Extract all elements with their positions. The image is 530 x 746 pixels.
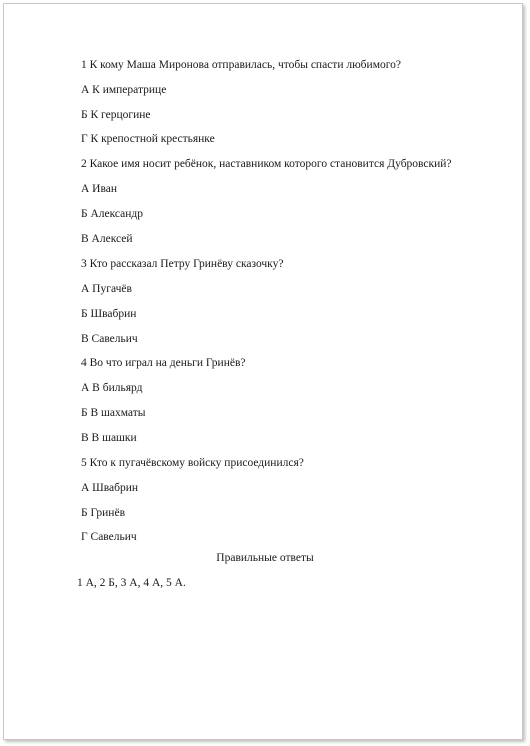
- question-2-option: В Алексей: [81, 233, 133, 245]
- question-5: 5 Кто к пугачёвскому войску присоединился?: [81, 457, 304, 469]
- question-2-option: А Иван: [81, 183, 118, 195]
- question-1-option: Б К герцогине: [81, 109, 151, 121]
- question-1-option: А К императрице: [81, 84, 167, 96]
- answers-line: 1 А, 2 Б, 3 А, 4 А, 5 А.: [77, 577, 186, 589]
- question-4: 4 Во что играл на деньги Гринёв?: [81, 357, 246, 369]
- question-2-option: Б Александр: [81, 208, 144, 220]
- question-4-option: В В шашки: [81, 432, 137, 444]
- question-1: 1 К кому Маша Миронова отправилась, чтобы спасти любимого?: [81, 59, 402, 71]
- document-page: [3, 3, 523, 740]
- question-3: 3 Кто рассказал Петру Гринёву сказочку?: [81, 258, 284, 270]
- question-5-option: Б Гринёв: [81, 507, 125, 519]
- question-1-option: Г К крепостной крестьянке: [81, 133, 215, 145]
- question-5-option: Г Савельич: [81, 531, 137, 543]
- question-2: 2 Какое имя носит ребёнок, наставником которого становится Дубровский?: [81, 158, 452, 170]
- question-3-option: Б Швабрин: [81, 308, 137, 320]
- question-4-option: Б В шахматы: [81, 407, 146, 419]
- question-4-option: А В бильярд: [81, 382, 143, 394]
- answers-heading: Правильные ответы: [216, 552, 314, 564]
- question-3-option: А Пугачёв: [81, 283, 132, 295]
- question-5-option: А Швабрин: [81, 482, 139, 494]
- question-3-option: В Савельич: [81, 333, 138, 345]
